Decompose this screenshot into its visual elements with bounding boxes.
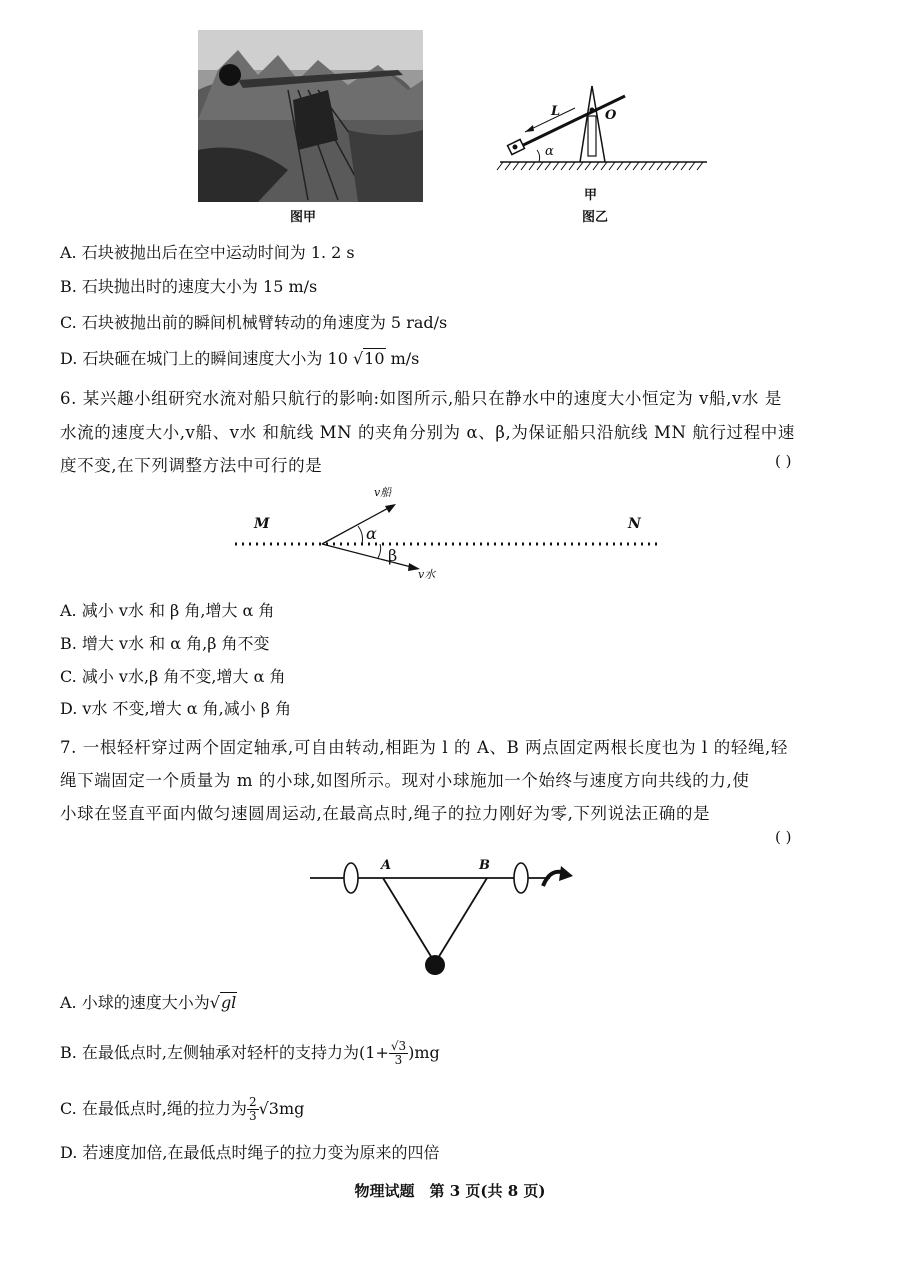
caption-figure-jia: 图甲 (290, 210, 317, 225)
label-L: L (551, 104, 561, 119)
q5-option-d: D. 石块砸在城门上的瞬间速度大小为 10 √10 m/s (60, 349, 420, 368)
caption-figure-yi: 图乙 (582, 210, 609, 225)
q6-option-b: B. 增大 v水 和 α 角,β 角不变 (60, 634, 270, 653)
label-O: O (605, 108, 617, 123)
q7-stem-line-3: 小球在竖直平面内做匀速圆周运动,在最高点时,绳子的拉力刚好为零,下列说法正确的是 (60, 804, 711, 823)
label-N: N (628, 516, 641, 532)
q5-option-b: B. 石块抛出时的速度大小为 15 m/s (60, 277, 318, 296)
label-beta: β (388, 546, 398, 565)
label-alpha: α (545, 144, 554, 159)
q6-river-diagram (230, 480, 670, 590)
q6-answer-bracket: ( ) (775, 452, 792, 470)
q6-stem-line-3: 度不变,在下列调整方法中可行的是 (60, 456, 323, 475)
q7-stem-line-2: 绳下端固定一个质量为 m 的小球,如图所示。现对小球施加一个始终与速度方向共线的力,使 (60, 771, 750, 790)
q6-stem-line-1: 6. 某兴趣小组研究水流对船只航行的影响:如图所示,船只在静水中的速度大小恒定为 v船,v水 是 (60, 389, 782, 408)
photo-figure-jia (198, 30, 423, 202)
q6-stem-line-2: 水流的速度大小,v船、v水 和航线 MN 的夹角分别为 α、β,为保证船只沿航线 MN 航行过程中速 (60, 423, 795, 442)
q6-option-d: D. v水 不变,增大 α 角,减小 β 角 (60, 699, 292, 718)
q6-option-c: C. 减小 v水,β 角不变,增大 α 角 (60, 667, 286, 686)
q5-option-c: C. 石块被抛出前的瞬间机械臂转动的角速度为 5 rad/s (60, 313, 448, 332)
label-v-water: v水 (418, 568, 436, 581)
q7-option-c: C. 在最低点时,绳的拉力为 $\frac{2}{3}$ √3mg (60, 1095, 305, 1123)
catapult-diagram (495, 78, 710, 178)
label-A: A (381, 858, 392, 873)
label-v-boat: v船 (374, 486, 392, 499)
label-M: M (254, 516, 270, 532)
q5-option-a: A. 石块被抛出后在空中运动时间为 1. 2 s (60, 243, 355, 262)
label-alpha: α (366, 524, 377, 543)
label-B: B (479, 858, 490, 873)
page-footer: 物理试题 第 3 页(共 8 页) (354, 1182, 546, 1200)
q7-stem-line-1: 7. 一根轻杆穿过两个固定轴承,可自由转动,相距为 l 的 A、B 两点固定两根长度也为 l 的轻绳,轻 (60, 738, 788, 757)
q7-option-b: B. 在最低点时,左侧轴承对轻杆的支持力为(1+ $\frac{√3}{3}$ )mg (60, 1039, 440, 1067)
q7-option-a: A. 小球的速度大小为√gl (60, 993, 237, 1012)
q7-option-d: D. 若速度加倍,在最低点时绳子的拉力变为原来的四倍 (60, 1143, 440, 1162)
q7-answer-bracket: ( ) (775, 828, 792, 846)
caption-inner-jia: 甲 (584, 188, 598, 203)
q6-option-a: A. 减小 v水 和 β 角,增大 α 角 (60, 601, 275, 620)
q7-rod-diagram (305, 850, 585, 980)
